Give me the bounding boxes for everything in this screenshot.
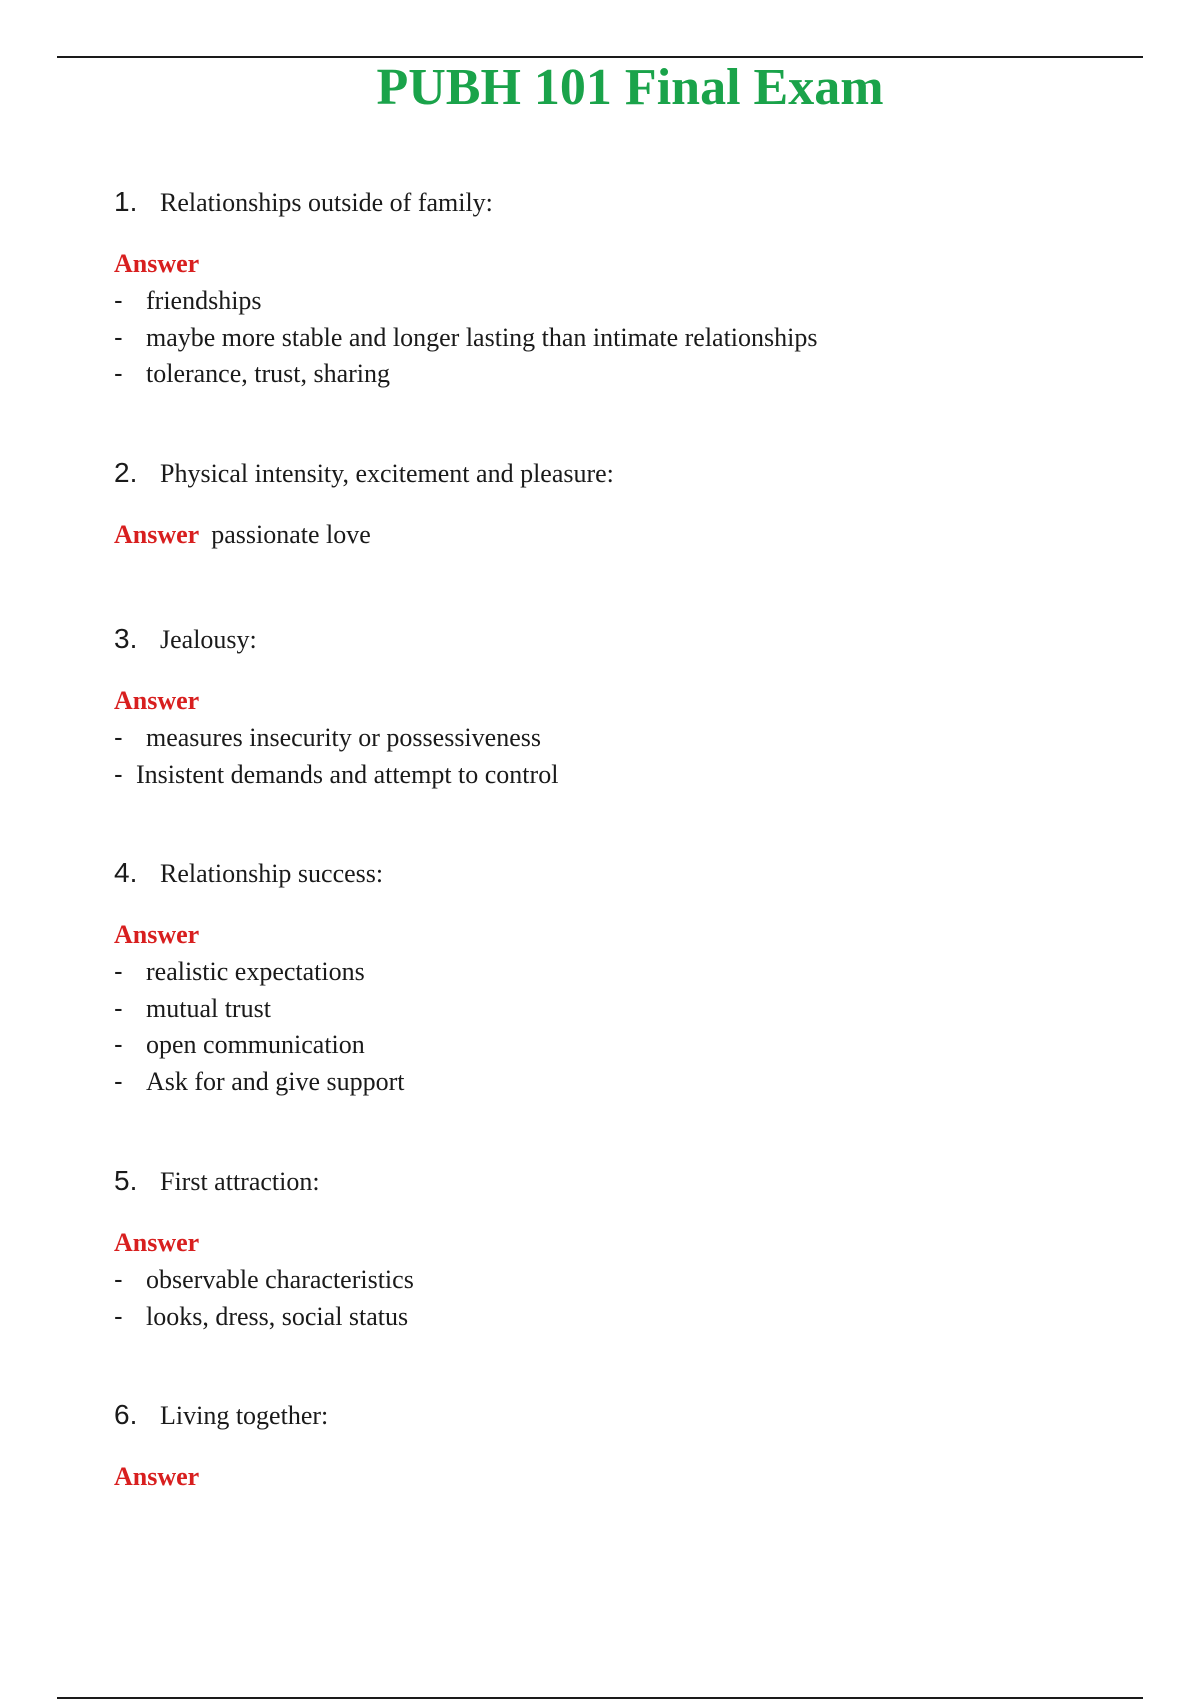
list-marker: -	[114, 321, 123, 352]
list-item: - maybe more stable and longer lasting than intimate relationships	[114, 319, 1114, 356]
list-item: - realistic expectations	[114, 953, 1114, 990]
list-marker: -	[114, 1065, 123, 1096]
answer-list	[114, 1261, 1114, 1334]
answer-block	[114, 917, 1114, 1099]
question-2	[114, 455, 1114, 553]
answer-block	[114, 1459, 1114, 1495]
list-marker: -	[114, 1029, 123, 1059]
list-item: - Ask for and give support	[114, 1063, 1114, 1100]
list-item: - looks, dress, social status	[114, 1298, 1114, 1335]
list-item: - open communication	[114, 1026, 1114, 1063]
list-item: - friendships	[114, 282, 1114, 319]
list-marker: -	[114, 992, 123, 1023]
list-item: - measures insecurity or possessiveness	[114, 719, 1114, 756]
answer-block	[114, 517, 1114, 553]
answer-label: Answer	[114, 1228, 200, 1257]
question-5	[114, 1163, 1114, 1334]
question-text: Relationship success:	[160, 859, 384, 888]
question-text: First attraction:	[160, 1167, 320, 1196]
question-number: 5.	[114, 1165, 138, 1196]
answer-label: Answer	[114, 686, 200, 715]
question-number: 1.	[114, 186, 138, 217]
question-number: 4.	[114, 857, 138, 888]
question-number: 2.	[114, 457, 138, 488]
answer-block	[114, 1225, 1114, 1334]
question-text: Living together:	[160, 1401, 329, 1430]
question-6	[114, 1397, 1114, 1495]
answer-inline-text: passionate love	[211, 520, 371, 549]
answer-label: Answer	[114, 1462, 200, 1491]
list-marker: -	[114, 358, 123, 388]
answer-block	[114, 683, 1114, 792]
list-item: - tolerance, trust, sharing	[114, 355, 1114, 392]
answer-label: Answer	[114, 520, 200, 549]
question-text: Relationships outside of family:	[160, 188, 493, 217]
question-text: Jealousy:	[160, 625, 257, 654]
question-number: 6.	[114, 1399, 138, 1430]
question-text: Physical intensity, excitement and pleasure:	[160, 459, 614, 488]
list-marker: -	[114, 722, 123, 752]
question-1	[114, 184, 1114, 392]
document-title: PUBH 101 Final Exam	[376, 59, 884, 116]
answer-list	[114, 282, 1114, 392]
list-item: - mutual trust	[114, 990, 1114, 1027]
answer-list	[114, 719, 1114, 792]
answer-block	[114, 246, 1114, 392]
answer-label: Answer	[114, 920, 200, 949]
list-marker: -	[114, 1264, 123, 1294]
list-marker: -	[114, 285, 123, 315]
question-4	[114, 855, 1114, 1099]
list-item: - observable characteristics	[114, 1261, 1114, 1298]
answer-label: Answer	[114, 249, 200, 278]
answer-list	[114, 953, 1114, 1099]
list-marker: -	[114, 956, 123, 986]
list-item: - Insistent demands and attempt to control	[114, 756, 1114, 793]
question-3	[114, 621, 1114, 792]
list-marker: -	[114, 758, 123, 789]
question-number: 3.	[114, 623, 138, 654]
bottom-rule	[57, 1697, 1143, 1699]
list-marker: -	[114, 1300, 123, 1331]
